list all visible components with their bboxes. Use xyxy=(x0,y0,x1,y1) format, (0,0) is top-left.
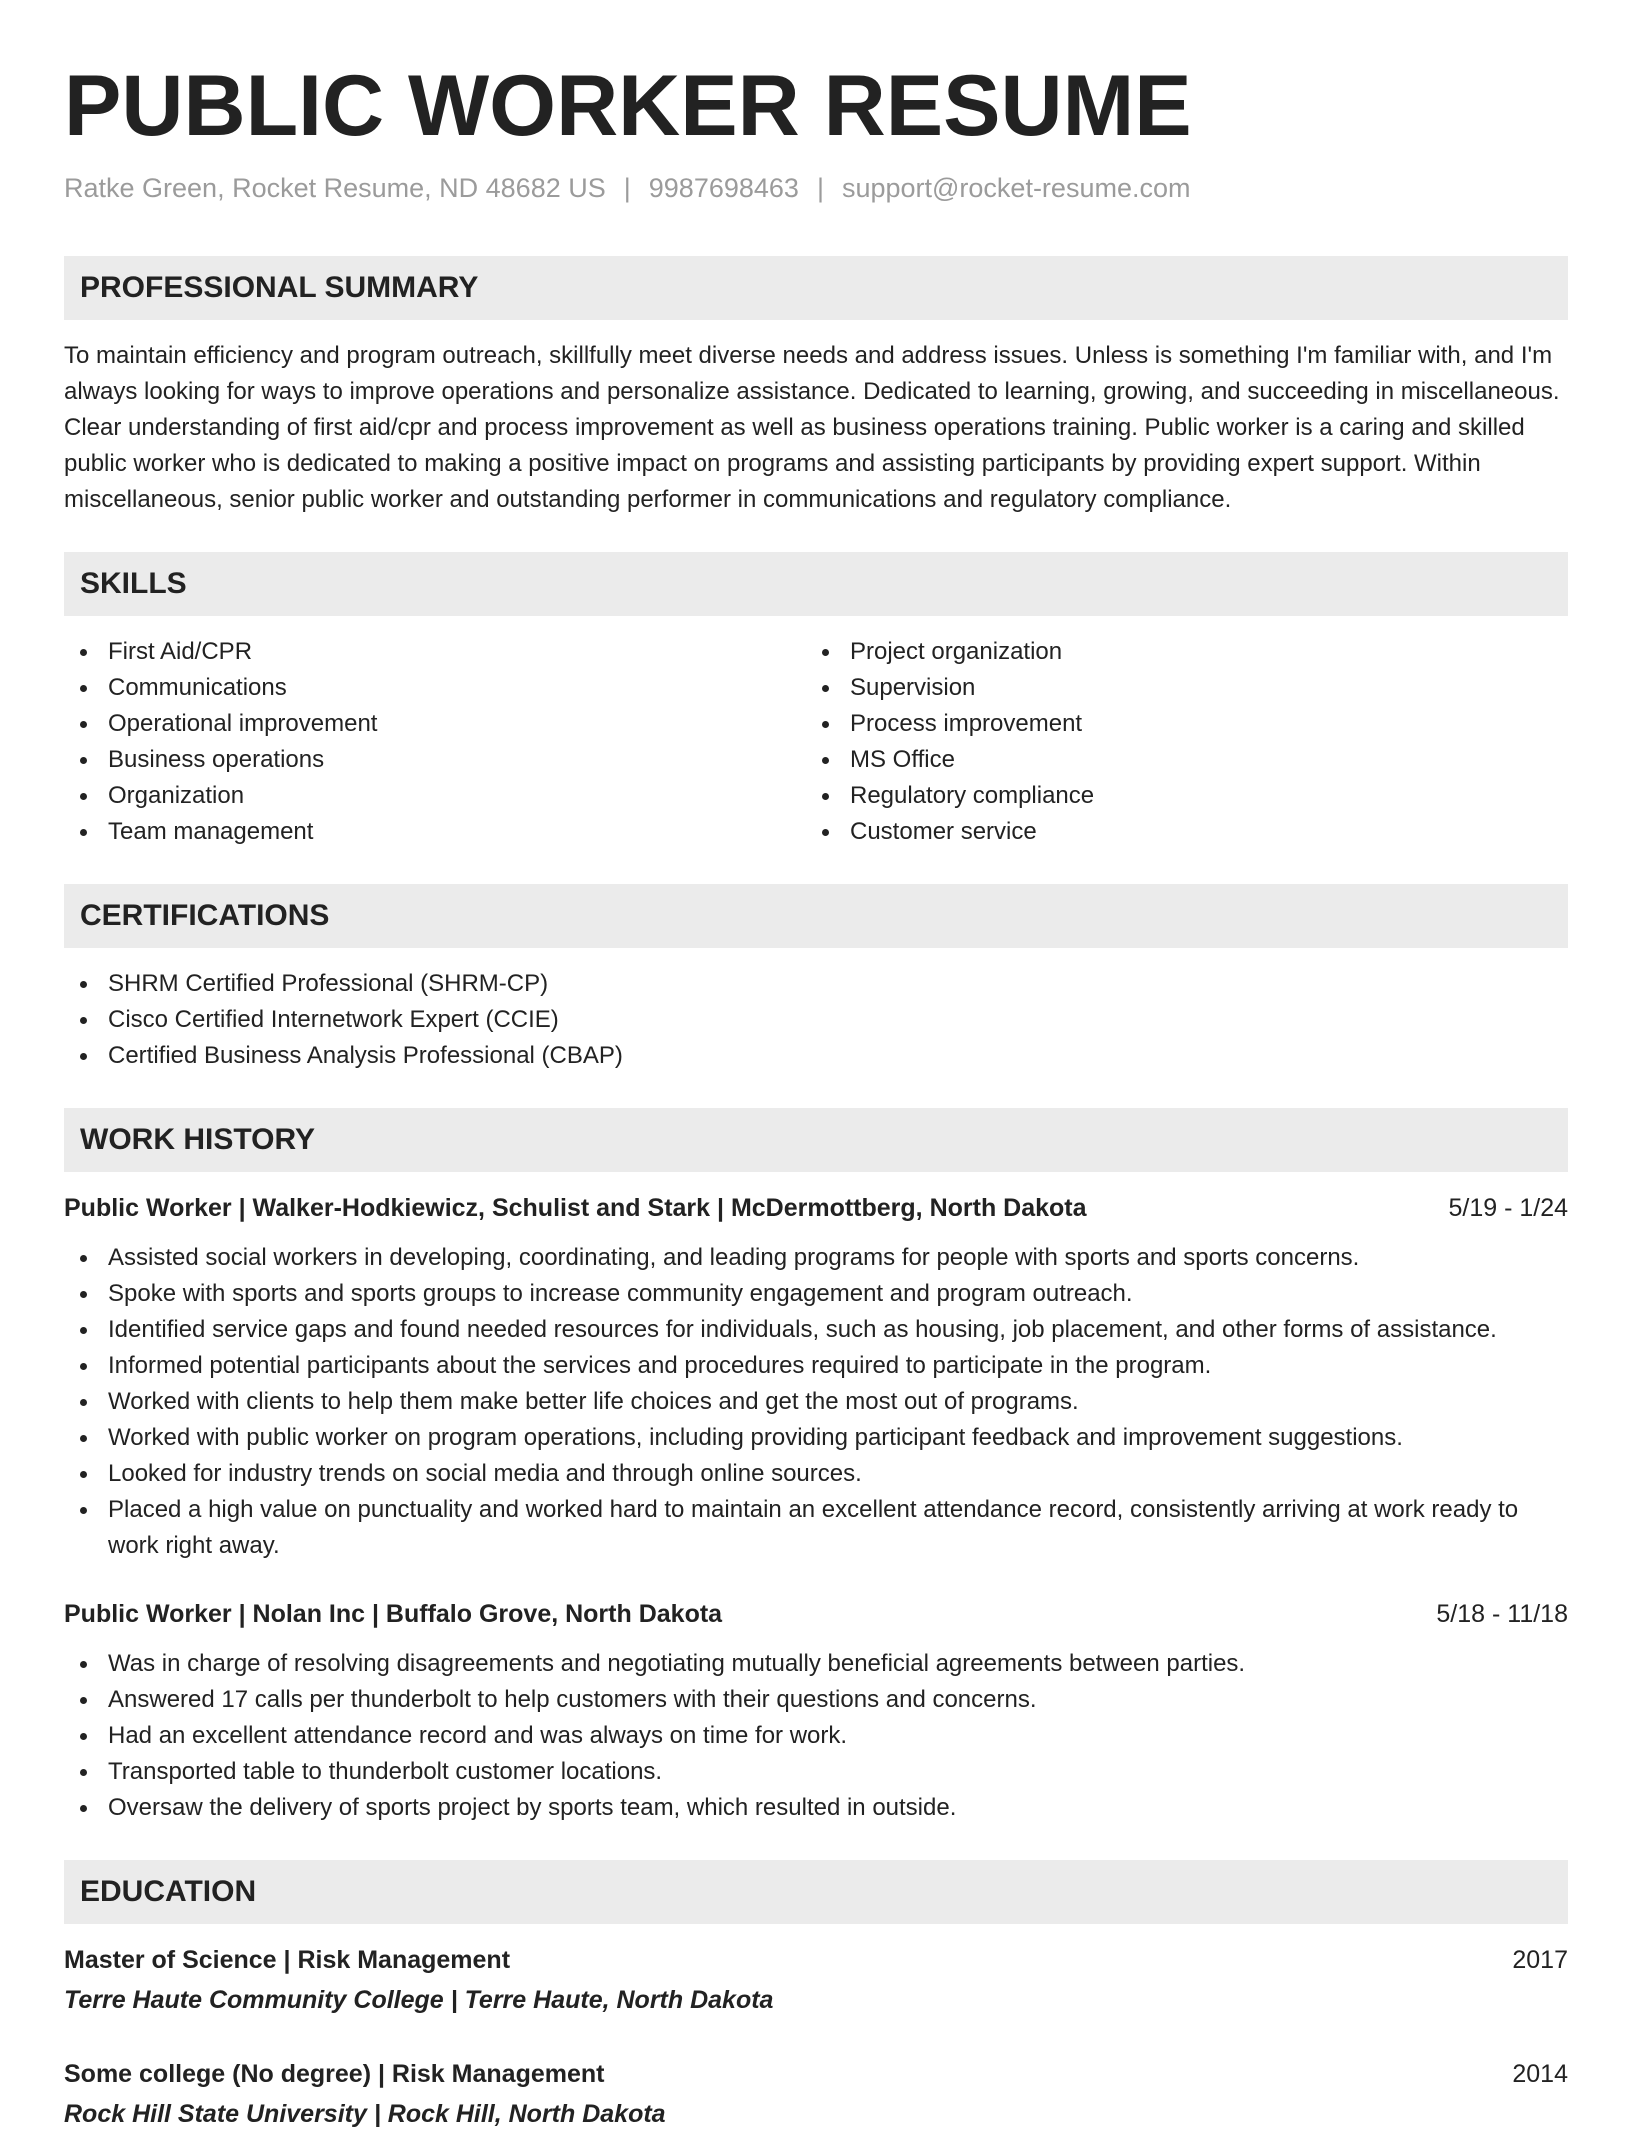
job-bullet: Answered 17 calls per thunderbolt to help customers with their questions and concerns. xyxy=(64,1682,1568,1718)
job-bullets xyxy=(64,1240,1568,1564)
skill-item: First Aid/CPR xyxy=(64,634,806,670)
job-bullet: Assisted social workers in developing, coordinating, and leading programs for people with sports and sports concerns. xyxy=(64,1240,1568,1276)
skill-item: Business operations xyxy=(64,742,806,778)
certification-item: Certified Business Analysis Professional (CBAP) xyxy=(64,1038,1568,1074)
job-header xyxy=(64,1190,1568,1226)
job-bullet: Oversaw the delivery of sports project by sports team, which resulted in outside. xyxy=(64,1790,1568,1826)
job-title: Public Worker | Walker-Hodkiewicz, Schulist and Stark | McDermottberg, North Dakota xyxy=(64,1194,1087,1222)
job-bullet: Looked for industry trends on social media and through online sources. xyxy=(64,1456,1568,1492)
job-bullet: Was in charge of resolving disagreements and negotiating mutually beneficial agreements between parties. xyxy=(64,1646,1568,1682)
skill-item: Supervision xyxy=(806,670,1548,706)
contact-line xyxy=(64,170,1568,206)
skills-grid xyxy=(64,634,1568,850)
skills-list-left xyxy=(64,634,806,850)
skill-item: Process improvement xyxy=(806,706,1548,742)
skill-item: Operational improvement xyxy=(64,706,806,742)
job-bullet: Placed a high value on punctuality and worked hard to maintain an excellent attendance record, consistently arriving at work ready to work right away. xyxy=(64,1492,1568,1564)
skill-item: Team management xyxy=(64,814,806,850)
resume-page xyxy=(64,56,1568,2132)
skills-list-right xyxy=(806,634,1548,850)
job-bullet: Had an excellent attendance record and was always on time for work. xyxy=(64,1718,1568,1754)
job-bullet: Transported table to thunderbolt customer locations. xyxy=(64,1754,1568,1790)
job-dates: 5/18 - 11/18 xyxy=(1436,1600,1568,1628)
contact-email: support@rocket-resume.com xyxy=(841,173,1191,203)
education-school: Terre Haute Community College | Terre Haute, North Dakota xyxy=(64,1986,774,2014)
job-bullet: Worked with clients to help them make better life choices and get the most out of programs. xyxy=(64,1384,1568,1420)
skill-item: Organization xyxy=(64,778,806,814)
job-bullet: Worked with public worker on program operations, including providing participant feedback and improvement suggestions. xyxy=(64,1420,1568,1456)
education-header xyxy=(64,2056,1568,2092)
job-bullet: Spoke with sports and sports groups to increase community engagement and program outreach. xyxy=(64,1276,1568,1312)
skill-item: MS Office xyxy=(806,742,1548,778)
job-entry xyxy=(64,1596,1568,1826)
job-header xyxy=(64,1596,1568,1632)
contact-separator: | xyxy=(623,173,631,203)
job-dates: 5/19 - 1/24 xyxy=(1448,1194,1568,1222)
certifications-list xyxy=(64,966,1568,1074)
job-bullet: Informed potential participants about the services and procedures required to participate in the program. xyxy=(64,1348,1568,1384)
education-entry xyxy=(64,2056,1568,2132)
resume-title: PUBLIC WORKER RESUME xyxy=(64,58,1192,154)
contact-separator: | xyxy=(816,173,824,203)
education-degree: Master of Science | Risk Management xyxy=(64,1946,511,1974)
skill-item: Customer service xyxy=(806,814,1548,850)
certification-item: Cisco Certified Internetwork Expert (CCIE) xyxy=(64,1002,1568,1038)
skill-item: Regulatory compliance xyxy=(806,778,1548,814)
certification-item: SHRM Certified Professional (SHRM-CP) xyxy=(64,966,1568,1002)
skill-item: Communications xyxy=(64,670,806,706)
work-history-heading: WORK HISTORY xyxy=(64,1108,1568,1172)
contact-phone: 9987698463 xyxy=(648,173,799,203)
job-bullet: Identified service gaps and found needed resources for individuals, such as housing, job placement, and other forms of assistance. xyxy=(64,1312,1568,1348)
summary-heading: PROFESSIONAL SUMMARY xyxy=(64,256,1568,320)
skill-item: Project organization xyxy=(806,634,1548,670)
job-bullets xyxy=(64,1646,1568,1826)
certifications-heading: CERTIFICATIONS xyxy=(64,884,1568,948)
education-heading: EDUCATION xyxy=(64,1860,1568,1924)
summary-text: To maintain efficiency and program outreach, skillfully meet diverse needs and address issues. Unless is something I'm familiar with, and I'm always looking for ways to improve operations and personalize assistance. Dedicated to learning, growing, and succeeding in miscellaneous. Clear understanding of first aid/cpr and process improvement as well as business operations training. Public worker is a caring and skilled public worker who is dedicated to making a positive impact on programs and assisting participants by providing expert support. Within miscellaneous, senior public worker and outstanding performer in communications and regulatory compliance. xyxy=(64,342,1560,513)
education-school: Rock Hill State University | Rock Hill, North Dakota xyxy=(64,2100,666,2128)
education-year: 2014 xyxy=(1512,2060,1568,2088)
job-entry xyxy=(64,1190,1568,1564)
job-title: Public Worker | Nolan Inc | Buffalo Grove, North Dakota xyxy=(64,1600,723,1628)
education-header xyxy=(64,1942,1568,1978)
education-year: 2017 xyxy=(1512,1946,1568,1974)
skills-heading: SKILLS xyxy=(64,552,1568,616)
education-entry xyxy=(64,1942,1568,2018)
contact-address: Ratke Green, Rocket Resume, ND 48682 US xyxy=(64,173,606,203)
education-degree: Some college (No degree) | Risk Management xyxy=(64,2060,605,2088)
